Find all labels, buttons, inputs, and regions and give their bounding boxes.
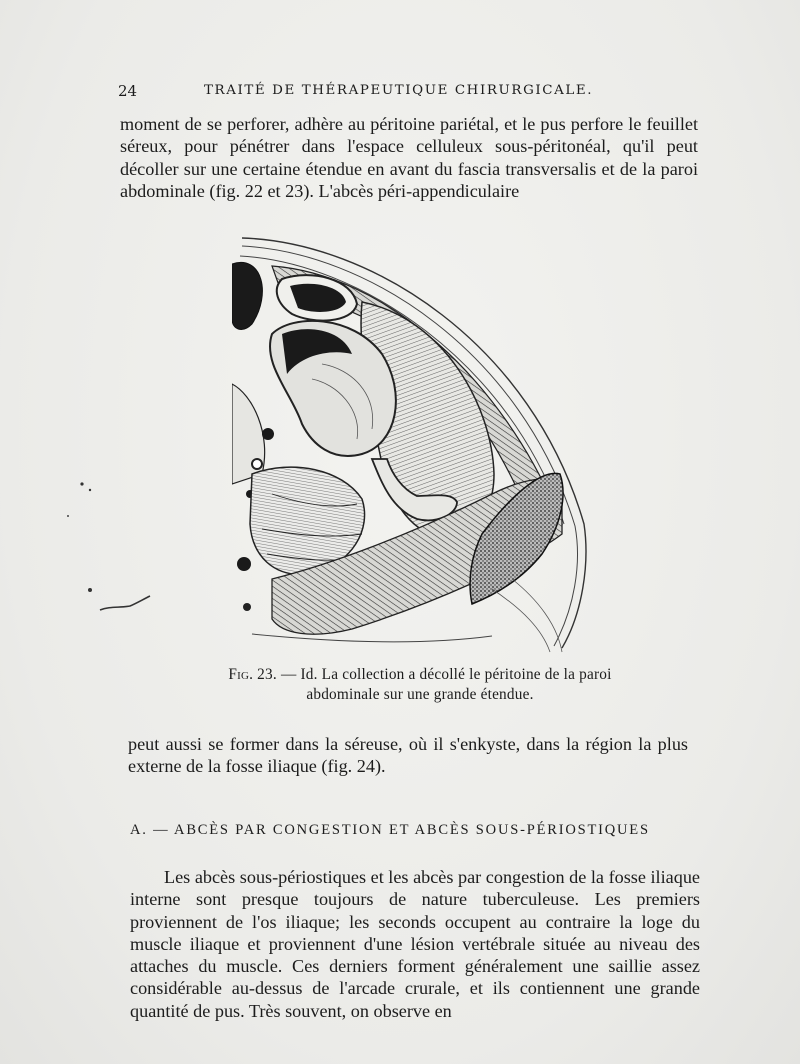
- vessel-4: [237, 557, 251, 571]
- vessel-1: [262, 428, 274, 440]
- paragraph-after-figure: peut aussi se former dans la séreuse, où il s'enkyste, dans la région la plus externe de la fosse iliaque (fig. 24).: [128, 734, 688, 777]
- page-number: 24: [118, 82, 138, 100]
- figure-caption: [200, 665, 640, 705]
- ink-specks: [60, 470, 170, 630]
- paragraph-intro: moment de se perforer, adhère au péritoine pariétal, et le pus perfore le feuillet séreux, pour pénétrer dans l'espace celluleux sous-péritonéal, qu'il peut décoller sur une certaine étendue en avant du fascia transversalis et de la paroi abdominale (fig. 22 et 23). L'abcès péri-appendiculaire: [120, 114, 698, 201]
- figure-caption-text: — Id. La collection a décollé le péritoine de la paroi abdominale sur une grande étendue.: [280, 666, 612, 703]
- paragraph-body: Les abcès sous-périostiques et les abcès par congestion de la fosse iliaque interne sont presque toujours de nature tuberculeuse. Les premiers proviennent de l'os iliaque; les seconds occupent au contraire la loge du muscle iliaque et proviennent d'une lésion vertébrale située au niveau des attaches du muscle. Ces derniers forment généralement une saillie assez considérable au-dessus de l'arcade crurale, et ils contiennent une grande quantité de pus. Très souvent, on observe en: [130, 867, 700, 1021]
- vessel-5: [243, 603, 251, 611]
- running-head: TRAITÉ DE THÉRAPEUTIQUE CHIRURGICALE.: [204, 83, 594, 98]
- anatomical-illustration: [232, 234, 592, 654]
- vessel-2: [252, 459, 262, 469]
- page-header: [118, 82, 708, 104]
- section-title: A. — ABCÈS PAR CONGESTION ET ABCÈS SOUS-PÉRIOSTIQUES: [130, 822, 650, 838]
- inguinal-lines: [492, 579, 562, 652]
- intestine-loop-1: [232, 262, 262, 329]
- bottom-edge: [252, 634, 492, 642]
- figure-label: Fig. 23.: [228, 666, 277, 683]
